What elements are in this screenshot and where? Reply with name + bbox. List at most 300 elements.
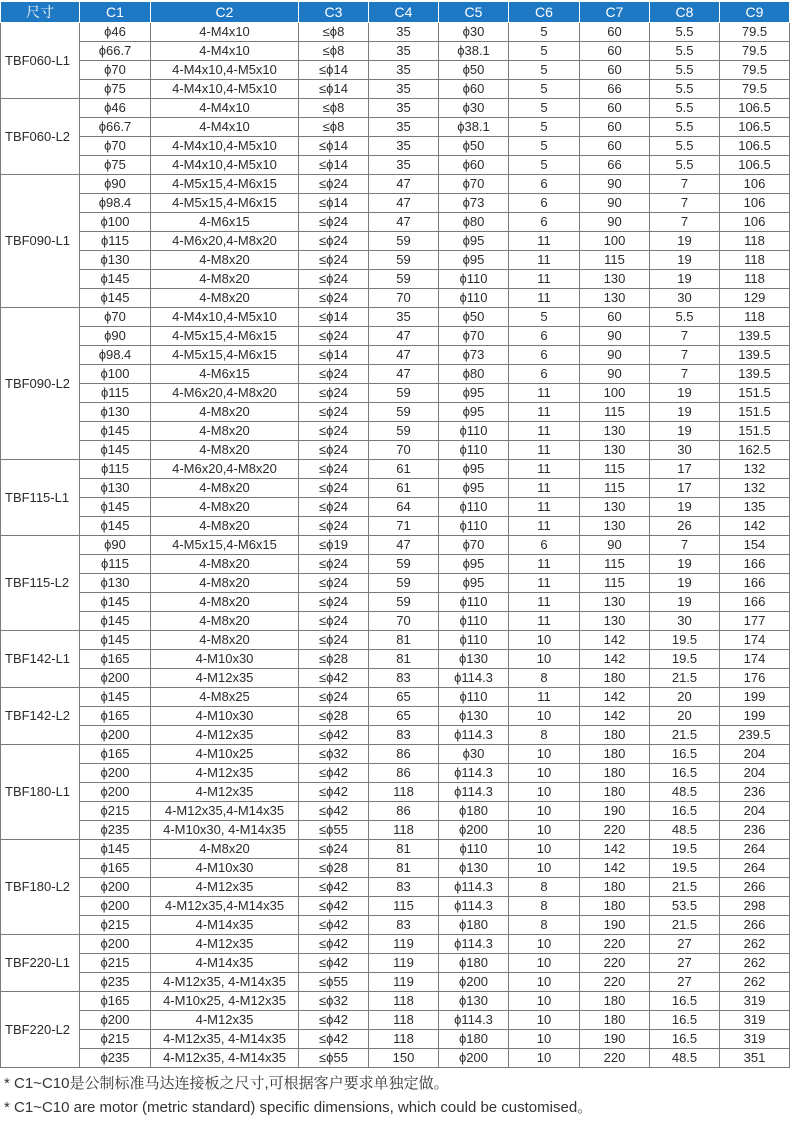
table-row [1, 80, 790, 99]
cell-c1: ϕ115 [80, 384, 151, 403]
cell-c3: ≤ϕ42 [299, 935, 369, 954]
cell-c7: 66 [580, 80, 650, 99]
cell-c1: ϕ145 [80, 593, 151, 612]
cell-c3: ≤ϕ24 [299, 593, 369, 612]
cell-c7: 220 [580, 973, 650, 992]
cell-c6: 5 [509, 61, 580, 80]
cell-c3: ≤ϕ14 [299, 137, 369, 156]
cell-c6: 8 [509, 669, 580, 688]
cell-c8: 30 [650, 612, 720, 631]
cell-c2: 4-M4x10,4-M5x10 [151, 137, 299, 156]
table-row [1, 536, 790, 555]
cell-c3: ≤ϕ8 [299, 23, 369, 42]
cell-c5: ϕ73 [439, 194, 509, 213]
cell-c5: ϕ95 [439, 384, 509, 403]
dimension-table [0, 2, 790, 1068]
cell-c2: 4-M6x15 [151, 365, 299, 384]
cell-c9: 79.5 [720, 61, 790, 80]
cell-c9: 142 [720, 517, 790, 536]
cell-c6: 6 [509, 175, 580, 194]
cell-c6: 10 [509, 1030, 580, 1049]
cell-c6: 10 [509, 1049, 580, 1068]
cell-c8: 19 [650, 593, 720, 612]
cell-c4: 47 [369, 536, 439, 555]
cell-c7: 142 [580, 688, 650, 707]
table-row [1, 365, 790, 384]
cell-c5: ϕ130 [439, 650, 509, 669]
cell-c9: 106 [720, 175, 790, 194]
cell-c3: ≤ϕ32 [299, 745, 369, 764]
cell-c1: ϕ200 [80, 764, 151, 783]
model-cell: TBF180-L1 [1, 745, 80, 840]
cell-c4: 47 [369, 175, 439, 194]
cell-c7: 60 [580, 308, 650, 327]
cell-c4: 70 [369, 289, 439, 308]
cell-c3: ≤ϕ24 [299, 517, 369, 536]
cell-c5: ϕ38.1 [439, 118, 509, 137]
cell-c5: ϕ110 [439, 441, 509, 460]
cell-c7: 90 [580, 346, 650, 365]
cell-c9: 264 [720, 859, 790, 878]
cell-c7: 130 [580, 498, 650, 517]
cell-c5: ϕ110 [439, 498, 509, 517]
model-cell: TBF220-L2 [1, 992, 80, 1068]
header-c9: C9 [720, 2, 790, 23]
cell-c3: ≤ϕ24 [299, 688, 369, 707]
cell-c5: ϕ95 [439, 251, 509, 270]
cell-c2: 4-M6x20,4-M8x20 [151, 232, 299, 251]
cell-c1: ϕ145 [80, 688, 151, 707]
cell-c2: 4-M8x20 [151, 840, 299, 859]
cell-c4: 81 [369, 631, 439, 650]
cell-c3: ≤ϕ42 [299, 669, 369, 688]
cell-c2: 4-M14x35 [151, 954, 299, 973]
cell-c4: 83 [369, 726, 439, 745]
cell-c1: ϕ115 [80, 555, 151, 574]
cell-c1: ϕ165 [80, 859, 151, 878]
cell-c8: 48.5 [650, 783, 720, 802]
cell-c4: 59 [369, 384, 439, 403]
cell-c7: 100 [580, 232, 650, 251]
cell-c5: ϕ50 [439, 137, 509, 156]
cell-c1: ϕ70 [80, 137, 151, 156]
cell-c7: 60 [580, 137, 650, 156]
cell-c9: 135 [720, 498, 790, 517]
cell-c9: 199 [720, 688, 790, 707]
cell-c3: ≤ϕ24 [299, 403, 369, 422]
cell-c3: ≤ϕ24 [299, 422, 369, 441]
table-row [1, 232, 790, 251]
cell-c3: ≤ϕ24 [299, 498, 369, 517]
cell-c3: ≤ϕ42 [299, 783, 369, 802]
cell-c5: ϕ180 [439, 802, 509, 821]
cell-c2: 4-M8x20 [151, 517, 299, 536]
cell-c8: 16.5 [650, 1011, 720, 1030]
cell-c3: ≤ϕ28 [299, 707, 369, 726]
cell-c1: ϕ145 [80, 840, 151, 859]
cell-c1: ϕ90 [80, 327, 151, 346]
cell-c9: 264 [720, 840, 790, 859]
cell-c6: 10 [509, 935, 580, 954]
cell-c4: 59 [369, 422, 439, 441]
cell-c2: 4-M8x20 [151, 270, 299, 289]
cell-c4: 59 [369, 574, 439, 593]
table-row [1, 384, 790, 403]
cell-c4: 118 [369, 821, 439, 840]
cell-c8: 16.5 [650, 1030, 720, 1049]
cell-c4: 65 [369, 707, 439, 726]
cell-c2: 4-M4x10,4-M5x10 [151, 61, 299, 80]
cell-c2: 4-M12x35 [151, 764, 299, 783]
cell-c1: ϕ70 [80, 61, 151, 80]
cell-c2: 4-M12x35,4-M14x35 [151, 897, 299, 916]
cell-c9: 118 [720, 270, 790, 289]
cell-c4: 118 [369, 783, 439, 802]
table-row [1, 992, 790, 1011]
cell-c1: ϕ145 [80, 612, 151, 631]
cell-c9: 162.5 [720, 441, 790, 460]
cell-c7: 142 [580, 631, 650, 650]
table-row [1, 840, 790, 859]
cell-c3: ≤ϕ24 [299, 175, 369, 194]
cell-c3: ≤ϕ42 [299, 897, 369, 916]
cell-c2: 4-M8x20 [151, 422, 299, 441]
table-row [1, 42, 790, 61]
cell-c8: 5.5 [650, 156, 720, 175]
cell-c5: ϕ114.3 [439, 935, 509, 954]
cell-c5: ϕ110 [439, 422, 509, 441]
cell-c3: ≤ϕ8 [299, 99, 369, 118]
cell-c8: 7 [650, 175, 720, 194]
cell-c2: 4-M5x15,4-M6x15 [151, 536, 299, 555]
cell-c3: ≤ϕ14 [299, 156, 369, 175]
cell-c3: ≤ϕ24 [299, 251, 369, 270]
cell-c6: 11 [509, 384, 580, 403]
cell-c1: ϕ145 [80, 631, 151, 650]
cell-c7: 220 [580, 935, 650, 954]
cell-c8: 5.5 [650, 118, 720, 137]
cell-c2: 4-M8x20 [151, 289, 299, 308]
cell-c7: 130 [580, 270, 650, 289]
cell-c5: ϕ60 [439, 80, 509, 99]
cell-c2: 4-M4x10,4-M5x10 [151, 156, 299, 175]
cell-c8: 19 [650, 498, 720, 517]
table-row [1, 175, 790, 194]
cell-c5: ϕ80 [439, 365, 509, 384]
cell-c3: ≤ϕ42 [299, 878, 369, 897]
cell-c9: 236 [720, 821, 790, 840]
cell-c4: 35 [369, 308, 439, 327]
cell-c5: ϕ110 [439, 289, 509, 308]
table-row [1, 1049, 790, 1068]
cell-c7: 142 [580, 840, 650, 859]
cell-c6: 10 [509, 650, 580, 669]
cell-c3: ≤ϕ24 [299, 384, 369, 403]
table-row [1, 498, 790, 517]
cell-c9: 174 [720, 631, 790, 650]
cell-c9: 151.5 [720, 384, 790, 403]
cell-c9: 79.5 [720, 80, 790, 99]
cell-c3: ≤ϕ24 [299, 612, 369, 631]
cell-c2: 4-M8x20 [151, 612, 299, 631]
footnote-english: * C1~C10 are motor (metric standard) specific dimensions, which could be customised。 [4, 1099, 593, 1116]
cell-c3: ≤ϕ32 [299, 992, 369, 1011]
cell-c5: ϕ130 [439, 859, 509, 878]
cell-c9: 266 [720, 916, 790, 935]
cell-c1: ϕ130 [80, 251, 151, 270]
cell-c6: 8 [509, 916, 580, 935]
cell-c6: 11 [509, 517, 580, 536]
cell-c9: 151.5 [720, 403, 790, 422]
cell-c5: ϕ80 [439, 213, 509, 232]
table-row [1, 555, 790, 574]
cell-c7: 180 [580, 764, 650, 783]
cell-c5: ϕ95 [439, 460, 509, 479]
cell-c7: 180 [580, 726, 650, 745]
cell-c7: 130 [580, 612, 650, 631]
cell-c7: 100 [580, 384, 650, 403]
footnote-chinese: * C1~C10是公制标准马达连接板之尺寸,可根据客户要求单独定做。 [4, 1075, 449, 1092]
table-row [1, 517, 790, 536]
cell-c4: 59 [369, 270, 439, 289]
cell-c9: 351 [720, 1049, 790, 1068]
cell-c6: 11 [509, 498, 580, 517]
cell-c7: 60 [580, 23, 650, 42]
cell-c7: 220 [580, 1049, 650, 1068]
cell-c9: 106 [720, 194, 790, 213]
cell-c5: ϕ70 [439, 175, 509, 194]
cell-c6: 5 [509, 156, 580, 175]
cell-c9: 106.5 [720, 118, 790, 137]
cell-c2: 4-M6x15 [151, 213, 299, 232]
cell-c8: 20 [650, 688, 720, 707]
cell-c6: 10 [509, 1011, 580, 1030]
cell-c8: 30 [650, 441, 720, 460]
cell-c7: 190 [580, 916, 650, 935]
cell-c6: 10 [509, 745, 580, 764]
cell-c8: 5.5 [650, 80, 720, 99]
cell-c8: 7 [650, 346, 720, 365]
cell-c6: 8 [509, 897, 580, 916]
header-c6: C6 [509, 2, 580, 23]
table-row [1, 764, 790, 783]
cell-c8: 19 [650, 232, 720, 251]
cell-c4: 71 [369, 517, 439, 536]
cell-c6: 11 [509, 479, 580, 498]
table-row [1, 821, 790, 840]
table-row [1, 726, 790, 745]
cell-c7: 130 [580, 289, 650, 308]
table-row [1, 137, 790, 156]
table-row [1, 897, 790, 916]
cell-c8: 19 [650, 251, 720, 270]
cell-c6: 11 [509, 422, 580, 441]
cell-c4: 61 [369, 479, 439, 498]
cell-c6: 10 [509, 992, 580, 1011]
cell-c2: 4-M12x35 [151, 726, 299, 745]
cell-c2: 4-M12x35 [151, 1011, 299, 1030]
table-row [1, 289, 790, 308]
cell-c4: 61 [369, 460, 439, 479]
cell-c5: ϕ70 [439, 536, 509, 555]
cell-c3: ≤ϕ19 [299, 536, 369, 555]
cell-c5: ϕ110 [439, 688, 509, 707]
cell-c9: 239.5 [720, 726, 790, 745]
cell-c4: 59 [369, 555, 439, 574]
cell-c1: ϕ200 [80, 783, 151, 802]
cell-c4: 118 [369, 1011, 439, 1030]
cell-c4: 35 [369, 156, 439, 175]
cell-c6: 5 [509, 23, 580, 42]
cell-c5: ϕ110 [439, 517, 509, 536]
cell-c1: ϕ165 [80, 707, 151, 726]
cell-c8: 19.5 [650, 840, 720, 859]
cell-c8: 19 [650, 403, 720, 422]
cell-c8: 17 [650, 479, 720, 498]
cell-c1: ϕ235 [80, 973, 151, 992]
cell-c4: 115 [369, 897, 439, 916]
table-row [1, 916, 790, 935]
cell-c8: 48.5 [650, 821, 720, 840]
cell-c4: 81 [369, 840, 439, 859]
cell-c5: ϕ114.3 [439, 783, 509, 802]
cell-c9: 204 [720, 764, 790, 783]
cell-c3: ≤ϕ24 [299, 213, 369, 232]
cell-c3: ≤ϕ14 [299, 61, 369, 80]
cell-c2: 4-M8x20 [151, 251, 299, 270]
cell-c9: 118 [720, 251, 790, 270]
cell-c5: ϕ30 [439, 23, 509, 42]
cell-c2: 4-M6x20,4-M8x20 [151, 460, 299, 479]
cell-c1: ϕ200 [80, 878, 151, 897]
cell-c7: 115 [580, 403, 650, 422]
table-row [1, 23, 790, 42]
cell-c5: ϕ50 [439, 61, 509, 80]
cell-c5: ϕ95 [439, 555, 509, 574]
cell-c2: 4-M4x10 [151, 23, 299, 42]
cell-c8: 19 [650, 574, 720, 593]
cell-c4: 81 [369, 650, 439, 669]
cell-c6: 8 [509, 726, 580, 745]
cell-c8: 19.5 [650, 859, 720, 878]
cell-c5: ϕ180 [439, 954, 509, 973]
cell-c6: 10 [509, 631, 580, 650]
header-c3: C3 [299, 2, 369, 23]
cell-c9: 129 [720, 289, 790, 308]
cell-c1: ϕ200 [80, 897, 151, 916]
cell-c3: ≤ϕ55 [299, 821, 369, 840]
table-row [1, 574, 790, 593]
table-row [1, 859, 790, 878]
cell-c8: 21.5 [650, 878, 720, 897]
header-c1: C1 [80, 2, 151, 23]
cell-c1: ϕ145 [80, 422, 151, 441]
cell-c9: 154 [720, 536, 790, 555]
cell-c7: 115 [580, 574, 650, 593]
header-c4: C4 [369, 2, 439, 23]
table-body [1, 23, 790, 1068]
cell-c2: 4-M12x35, 4-M14x35 [151, 973, 299, 992]
cell-c7: 115 [580, 251, 650, 270]
cell-c3: ≤ϕ14 [299, 346, 369, 365]
cell-c8: 53.5 [650, 897, 720, 916]
cell-c5: ϕ110 [439, 593, 509, 612]
cell-c1: ϕ115 [80, 232, 151, 251]
cell-c6: 11 [509, 555, 580, 574]
cell-c8: 5.5 [650, 23, 720, 42]
cell-c8: 27 [650, 954, 720, 973]
cell-c7: 220 [580, 954, 650, 973]
cell-c7: 190 [580, 802, 650, 821]
cell-c1: ϕ215 [80, 954, 151, 973]
cell-c7: 180 [580, 745, 650, 764]
cell-c1: ϕ215 [80, 1030, 151, 1049]
cell-c3: ≤ϕ42 [299, 916, 369, 935]
cell-c3: ≤ϕ14 [299, 80, 369, 99]
cell-c5: ϕ38.1 [439, 42, 509, 61]
cell-c9: 199 [720, 707, 790, 726]
cell-c7: 180 [580, 783, 650, 802]
model-cell: TBF142-L2 [1, 688, 80, 745]
cell-c9: 262 [720, 973, 790, 992]
cell-c5: ϕ130 [439, 707, 509, 726]
header-c7: C7 [580, 2, 650, 23]
cell-c2: 4-M4x10 [151, 42, 299, 61]
model-cell: TBF115-L2 [1, 536, 80, 631]
table-row [1, 308, 790, 327]
cell-c4: 35 [369, 42, 439, 61]
cell-c7: 66 [580, 156, 650, 175]
cell-c2: 4-M10x30 [151, 859, 299, 878]
table-row [1, 935, 790, 954]
cell-c3: ≤ϕ42 [299, 1011, 369, 1030]
cell-c8: 16.5 [650, 745, 720, 764]
cell-c7: 142 [580, 707, 650, 726]
cell-c2: 4-M12x35 [151, 935, 299, 954]
cell-c7: 90 [580, 365, 650, 384]
cell-c7: 180 [580, 1011, 650, 1030]
cell-c6: 11 [509, 574, 580, 593]
cell-c1: ϕ145 [80, 289, 151, 308]
cell-c4: 35 [369, 61, 439, 80]
cell-c8: 5.5 [650, 308, 720, 327]
cell-c7: 130 [580, 593, 650, 612]
footnotes [4, 1072, 592, 1120]
cell-c7: 90 [580, 175, 650, 194]
cell-c9: 177 [720, 612, 790, 631]
cell-c8: 16.5 [650, 764, 720, 783]
cell-c6: 11 [509, 232, 580, 251]
cell-c3: ≤ϕ8 [299, 118, 369, 137]
cell-c4: 118 [369, 992, 439, 1011]
cell-c3: ≤ϕ8 [299, 42, 369, 61]
cell-c9: 298 [720, 897, 790, 916]
cell-c3: ≤ϕ42 [299, 764, 369, 783]
cell-c3: ≤ϕ24 [299, 232, 369, 251]
cell-c6: 5 [509, 118, 580, 137]
cell-c4: 150 [369, 1049, 439, 1068]
model-cell: TBF220-L1 [1, 935, 80, 992]
table-row [1, 213, 790, 232]
cell-c5: ϕ60 [439, 156, 509, 175]
table-row [1, 650, 790, 669]
cell-c4: 59 [369, 251, 439, 270]
cell-c5: ϕ95 [439, 479, 509, 498]
cell-c7: 115 [580, 555, 650, 574]
cell-c6: 8 [509, 878, 580, 897]
cell-c1: ϕ130 [80, 403, 151, 422]
cell-c7: 180 [580, 992, 650, 1011]
